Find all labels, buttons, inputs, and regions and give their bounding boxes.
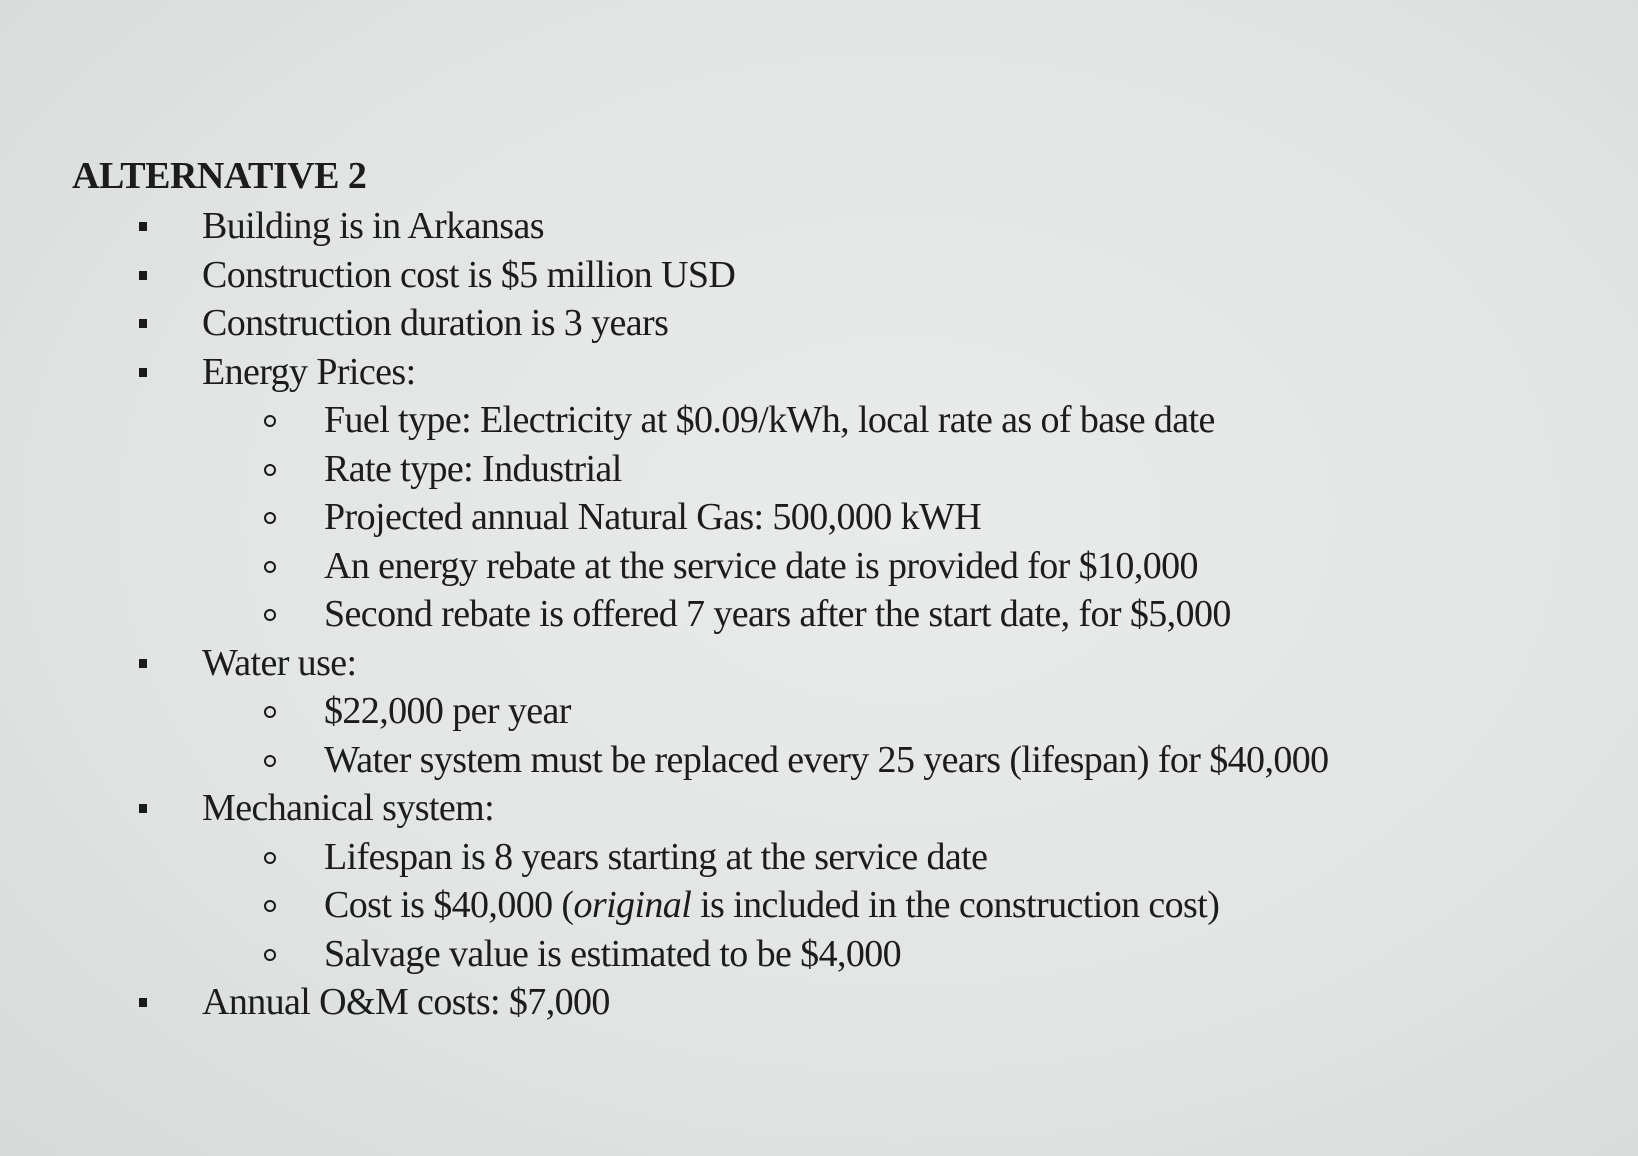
sub-list-item xyxy=(196,493,1592,542)
item-water-use: Water use: xyxy=(202,641,357,684)
mechanical-cost-text-start: Cost is $40,000 ( xyxy=(324,884,574,926)
document xyxy=(72,152,1592,1027)
circle-bullet-icon xyxy=(264,706,276,718)
list-item xyxy=(72,299,1592,348)
list-item xyxy=(72,348,1592,639)
circle-bullet-icon xyxy=(264,755,276,767)
sub-item-water-replacement: Water system must be replaced every 25 years (lifespan) for $40,000 xyxy=(324,738,1329,781)
item-annual-om-costs: Annual O&M costs: $7,000 xyxy=(202,981,610,1023)
square-bullet-icon xyxy=(139,222,147,231)
sub-item-water-cost: $22,000 per year xyxy=(324,690,571,732)
square-bullet-icon xyxy=(139,998,147,1007)
item-energy-prices: Energy Prices: xyxy=(202,350,416,393)
list-item xyxy=(72,639,1592,785)
square-bullet-icon xyxy=(139,271,147,280)
sub-list-item xyxy=(196,687,1592,736)
section-heading: ALTERNATIVE 2 xyxy=(72,155,367,197)
circle-bullet-icon xyxy=(264,415,276,427)
sub-list-item xyxy=(196,445,1592,494)
sub-list-item xyxy=(196,833,1592,882)
sub-item-second-rebate: Second rebate is offered 7 years after the start date, for $5,000 xyxy=(324,593,1231,635)
square-bullet-icon xyxy=(139,319,147,328)
sub-item-fuel-type: Fuel type: Electricity at $0.09/kWh, local rate as of base date xyxy=(324,399,1215,441)
item-construction-duration: Construction duration is 3 years xyxy=(202,302,669,344)
circle-bullet-icon xyxy=(264,900,276,912)
sub-list-item xyxy=(196,590,1592,639)
circle-bullet-icon xyxy=(264,512,276,524)
sub-list-item xyxy=(196,881,1592,930)
sub-item-mechanical-cost xyxy=(324,881,1592,930)
mechanical-cost-text-end: is included in the construction cost) xyxy=(691,884,1220,926)
list-item xyxy=(72,784,1592,978)
sub-item-first-rebate: An energy rebate at the service date is provided for $10,000 xyxy=(324,544,1198,587)
circle-bullet-icon xyxy=(264,852,276,864)
sub-list-item xyxy=(196,930,1592,979)
energy-prices-sublist xyxy=(202,396,1592,639)
requirements-list xyxy=(72,202,1592,1027)
circle-bullet-icon xyxy=(264,464,276,476)
water-use-sublist xyxy=(202,687,1592,784)
square-bullet-icon xyxy=(139,368,147,377)
list-item xyxy=(72,251,1592,300)
square-bullet-icon xyxy=(139,659,147,668)
item-location: Building is in Arkansas xyxy=(202,205,544,247)
sub-item-salvage-value: Salvage value is estimated to be $4,000 xyxy=(324,932,902,975)
square-bullet-icon xyxy=(139,804,147,813)
mechanical-cost-italic-word: original xyxy=(573,884,692,926)
item-mechanical-system: Mechanical system: xyxy=(202,787,495,829)
sub-item-natural-gas: Projected annual Natural Gas: 500,000 kWH xyxy=(324,496,982,538)
sub-list-item xyxy=(196,396,1592,445)
sub-item-mechanical-lifespan: Lifespan is 8 years starting at the service date xyxy=(324,835,988,878)
list-item xyxy=(72,978,1592,1027)
item-construction-cost: Construction cost is $5 million USD xyxy=(202,253,736,296)
list-item xyxy=(72,202,1592,251)
sub-list-item xyxy=(196,542,1592,591)
circle-bullet-icon xyxy=(264,949,276,961)
circle-bullet-icon xyxy=(264,609,276,621)
circle-bullet-icon xyxy=(264,561,276,573)
mechanical-system-sublist xyxy=(202,833,1592,979)
sub-item-rate-type: Rate type: Industrial xyxy=(324,447,622,490)
sub-list-item xyxy=(196,736,1592,785)
